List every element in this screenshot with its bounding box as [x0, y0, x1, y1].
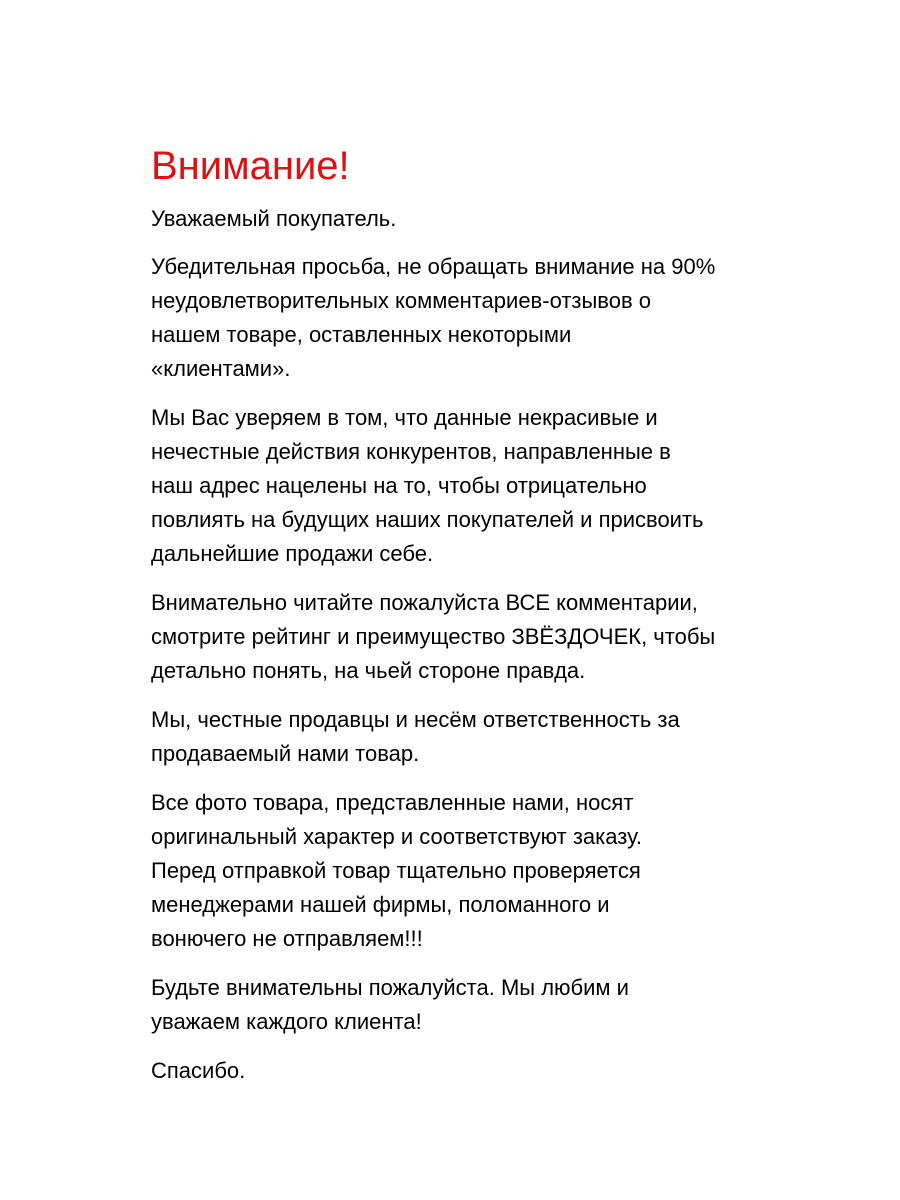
paragraph-line: менеджерами нашей фирмы, поломанного и [151, 892, 610, 917]
paragraph-line: Все фото товара, представленные нами, носят [151, 790, 634, 815]
document-page [151, 140, 771, 1103]
paragraph-line: Перед отправкой товар тщательно проверяется [151, 858, 641, 883]
paragraph-be-attentive [151, 971, 771, 1039]
paragraph-line: продаваемый нами товар. [151, 741, 420, 766]
paragraph-competitors [151, 401, 771, 571]
paragraph-line: вонючего не отправляем!!! [151, 926, 423, 951]
paragraph-line: смотрите рейтинг и преимущество ЗВЁЗДОЧЕК, чтобы [151, 624, 716, 649]
paragraph-line: Мы Вас уверяем в том, что данные некрасивые и [151, 405, 658, 430]
page-title: Внимание! [151, 144, 350, 188]
paragraph-line: Будьте внимательны пожалуйста. Мы любим и [151, 975, 629, 1000]
paragraph-line: повлиять на будущих наших покупателей и присвоить [151, 507, 704, 532]
paragraph-line: Спасибо. [151, 1058, 246, 1083]
paragraph-read-comments [151, 586, 771, 688]
paragraph-line: дальнейшие продажи себе. [151, 541, 434, 566]
paragraph-photos-quality [151, 786, 771, 956]
paragraph-honest-sellers [151, 703, 771, 771]
paragraph-line: детально понять, на чьей стороне правда. [151, 658, 586, 683]
paragraph-line: Убедительная просьба, не обращать внимание на 90% [151, 254, 716, 279]
paragraph-line: Внимательно читайте пожалуйста ВСЕ комментарии, [151, 590, 698, 615]
paragraph-thanks [151, 1054, 771, 1088]
paragraph-line: неудовлетворительных комментариев-отзывов о [151, 288, 652, 313]
paragraph-line: Мы, честные продавцы и несём ответственность за [151, 707, 680, 732]
paragraph-line: «клиентами». [151, 356, 291, 381]
paragraph-disregard-reviews [151, 250, 771, 386]
paragraph-line: уважаем каждого клиента! [151, 1009, 422, 1034]
paragraph-line: наш адрес нацелены на то, чтобы отрицательно [151, 473, 647, 498]
paragraph-line: оригинальный характер и соответствуют заказу. [151, 824, 643, 849]
paragraph-line: нашем товаре, оставленных некоторыми [151, 322, 572, 347]
paragraph-line: нечестные действия конкурентов, направленные в [151, 439, 671, 464]
greeting: Уважаемый покупатель. [151, 206, 397, 231]
